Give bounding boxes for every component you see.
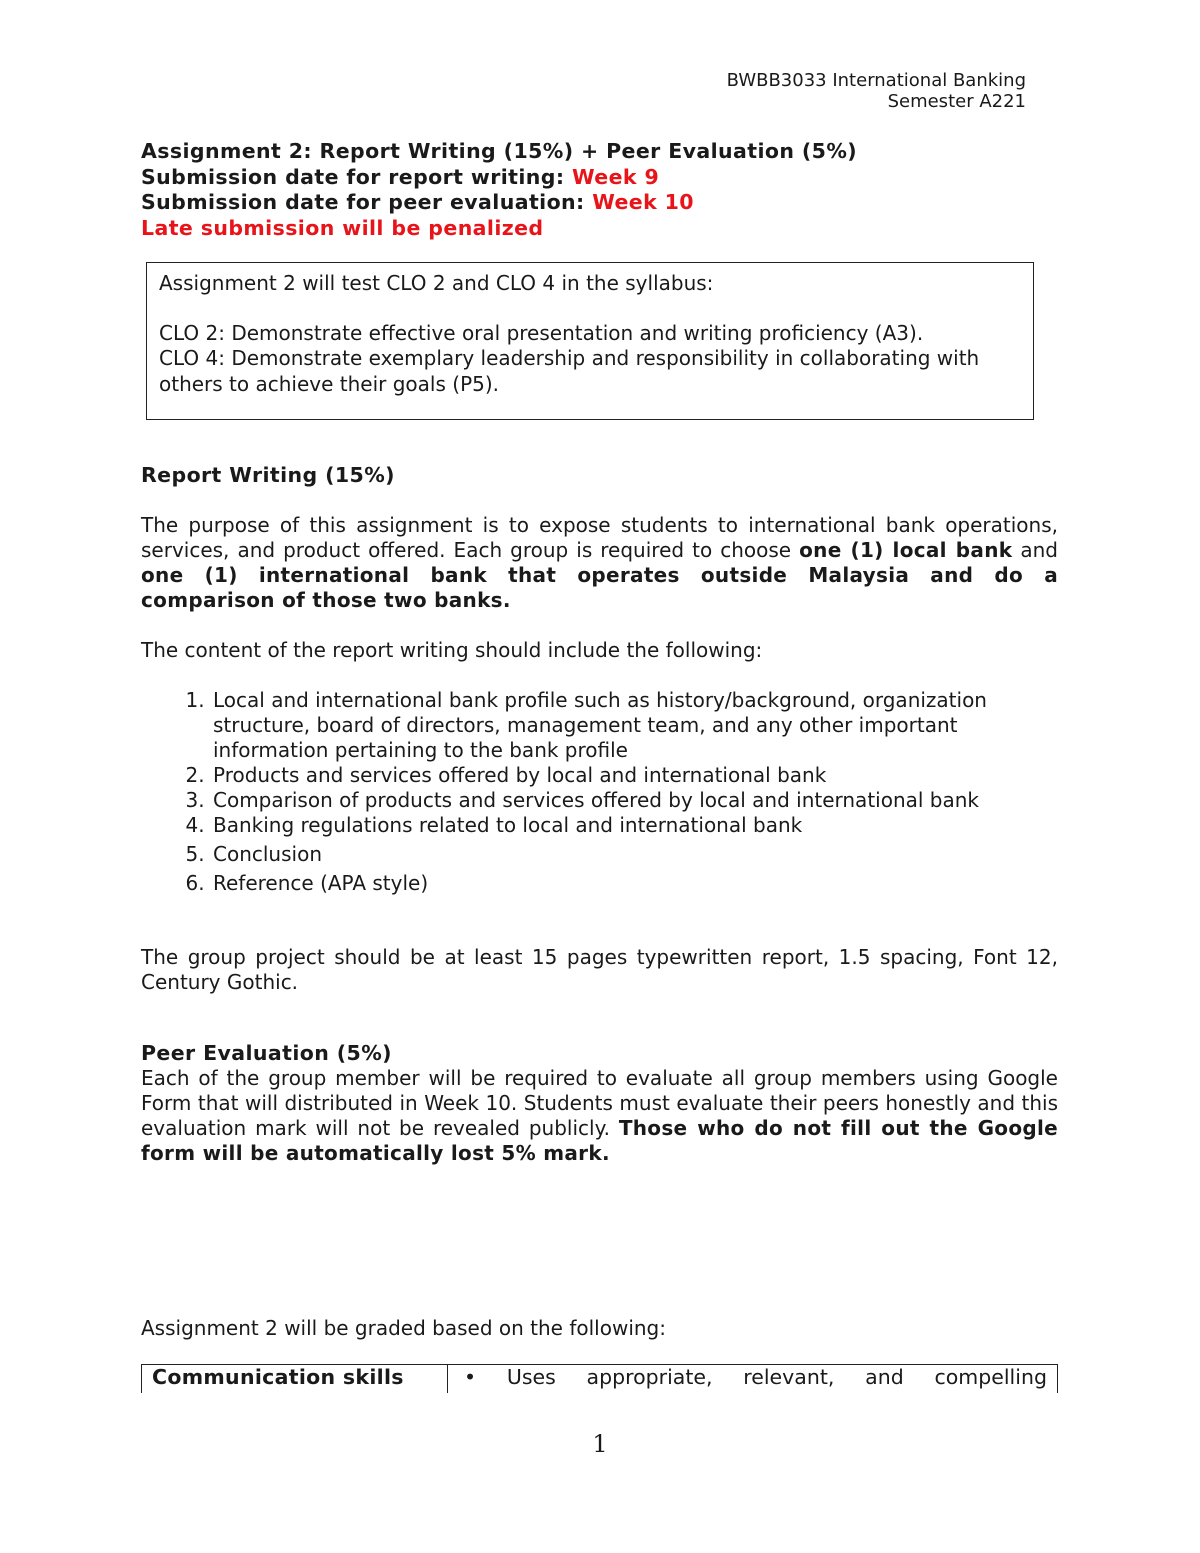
list-item: 5. Conclusion <box>211 842 1058 867</box>
page-number: 1 <box>592 1430 608 1458</box>
bullet-line <box>458 1365 1047 1389</box>
purpose-and: and <box>1012 538 1059 562</box>
grading-table <box>141 1364 1058 1393</box>
clo-box <box>146 262 1034 420</box>
purpose-text: The purpose of this assignment is to expose students to international bank operations, services, and product offered. Each group is required to choose <box>141 513 1058 562</box>
desc-word: relevant, <box>743 1365 835 1389</box>
criterion-cell: Communication skills <box>142 1365 448 1394</box>
desc-word: compelling <box>934 1365 1047 1389</box>
clo-4: CLO 4: Demonstrate exemplary leadership and responsibility in collaborating with others to achieve their goals (P5). <box>159 346 980 396</box>
clo-2: CLO 2: Demonstrate effective oral presentation and writing proficiency (A3). <box>159 320 924 345</box>
peer-submission-week: Week 10 <box>592 190 694 214</box>
peer-submission-date <box>141 190 1058 216</box>
format-note: The group project should be at least 15 pages typewritten report, 1.5 spacing, Font 12, Century Gothic. <box>141 945 1058 994</box>
desc-word: appropriate, <box>586 1365 713 1389</box>
report-purpose-paragraph <box>141 513 1058 613</box>
desc-word: and <box>865 1365 904 1389</box>
content-intro: The content of the report writing should include the following: <box>141 638 763 662</box>
peer-body-text: Each of the group member will be required to evaluate all group members using Google Form that will distributed in Week 10. Students must evaluate their peers honestly and this evaluation mark will not be revealed publicly. <box>141 1066 1058 1140</box>
peer-penalty-text: Those who do not fill out the Google form will be automatically lost 5% mark. <box>141 1116 1058 1165</box>
grading-intro: Assignment 2 will be graded based on the following: <box>141 1316 666 1340</box>
peer-submission-label: Submission date for peer evaluation: <box>141 190 593 214</box>
purpose-international-bank: one (1) international bank that operates outside Malaysia and do a comparison of those two banks. <box>141 563 1058 612</box>
desc-word: Uses <box>506 1365 556 1389</box>
clo-intro: Assignment 2 will test CLO 2 and CLO 4 in the syllabus: <box>159 271 714 295</box>
list-item: 6. Reference (APA style) <box>211 871 1058 896</box>
course-name: BWBB3033 International Banking <box>726 70 1026 91</box>
bullet-icon: • <box>464 1365 477 1389</box>
report-submission-label: Submission date for report writing: <box>141 164 572 189</box>
content-list <box>141 688 1058 896</box>
semester: Semester A221 <box>887 91 1026 112</box>
page-header <box>727 70 1026 112</box>
list-item: 2. Products and services offered by local and international bank <box>211 763 1058 788</box>
table-row <box>142 1365 1058 1394</box>
report-submission-date <box>141 165 1058 191</box>
purpose-local-bank: one (1) local bank <box>799 538 1013 562</box>
peer-evaluation-heading: Peer Evaluation (5%) <box>141 1041 392 1065</box>
report-submission-week: Week 9 <box>572 164 660 189</box>
report-writing-heading: Report Writing (15%) <box>141 463 395 487</box>
peer-evaluation-paragraph <box>141 1066 1058 1166</box>
assignment-title-block <box>141 139 1058 241</box>
assignment-title: Assignment 2: Report Writing (15%) + Peer Evaluation (5%) <box>141 139 858 163</box>
list-item: 3. Comparison of products and services offered by local and international bank <box>211 788 1058 813</box>
page-content <box>141 139 1058 1393</box>
list-item: 1. Local and international bank profile such as history/background, organization structure, board of directors, management team, and any other important information pertaining to the bank profile <box>211 688 1058 763</box>
late-submission-warning: Late submission will be penalized <box>141 215 544 240</box>
list-item: 4. Banking regulations related to local and international bank <box>211 813 1058 838</box>
description-cell <box>448 1365 1058 1394</box>
